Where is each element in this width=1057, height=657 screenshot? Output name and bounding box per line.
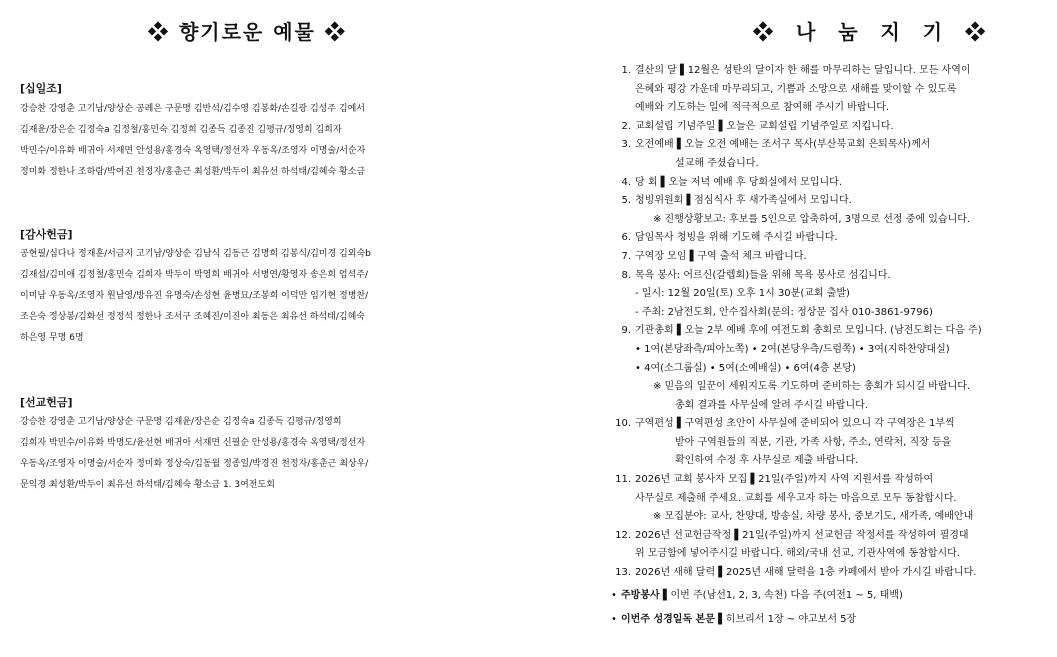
news-row bbox=[605, 490, 982, 509]
news-row bbox=[605, 81, 982, 100]
news-item-text: 오전예배 ▌오늘 오전 예배는 조서구 목사(부산북교회 은퇴목사)께서 bbox=[635, 139, 931, 151]
news-item-text: ※ 모집분야: 교사, 찬양대, 방송실, 차량 봉사, 중보기도, 새가족, 예배안내 bbox=[653, 511, 974, 523]
news-row bbox=[605, 452, 982, 471]
news-row bbox=[605, 211, 982, 230]
news-row bbox=[605, 192, 982, 211]
news-item-text: 결산의 달 ▌12월은 성탄의 달이자 한 해를 마무리하는 달입니다. 모든 사역이 bbox=[635, 65, 971, 76]
news-item-number: 12. bbox=[615, 529, 631, 541]
news-row bbox=[605, 304, 982, 323]
name-line: 정미화 정한나 조하람/박여진 천정자/홍춘근 최성환/박두이 최유선 하석태/김혜숙 황소금 bbox=[20, 167, 366, 177]
news-row bbox=[605, 62, 982, 81]
news-row bbox=[605, 527, 982, 546]
bullet-label: 이번주 성경일독 본문 bbox=[621, 614, 715, 626]
news-row bbox=[605, 99, 982, 118]
news-row bbox=[605, 415, 982, 434]
name-line: 이미남 우동옥/조영자 원남영/방유진 유명숙/손성현 윤병묘/조봉희 이덕만 임기현 정병찬/ bbox=[20, 291, 369, 301]
news-item-number: 2. bbox=[621, 120, 631, 132]
news-item-number: 7. bbox=[621, 250, 631, 262]
news-item-text: • 4여(소그룹실) • 5여(소예배실) • 6여(4층 본당) bbox=[635, 362, 856, 374]
name-line: 김재윤/장은순 김정숙a 김정철/홍민숙 김정희 김종득 김종진 김평규/정영희 김희자 bbox=[20, 125, 342, 135]
news-item-text: ※ 진행상황보고: 후보를 5인으로 압축하여, 3명으로 선정 중에 있습니다. bbox=[653, 213, 971, 225]
news-row bbox=[605, 360, 982, 379]
name-line: 공현필/심다나 정재훈/서금지 고기남/양상순 김남식 김동근 김명희 김봉식/김미경 김외숙b bbox=[20, 249, 371, 259]
news-item-number: 5. bbox=[621, 195, 631, 207]
name-line: 조은숙 정상봉/김화선 정정석 정한나 조서구 조혜진/이진아 최동은 최유선 하석태/김혜숙 bbox=[20, 312, 365, 322]
news-row bbox=[605, 564, 982, 583]
news-item-number: 3. bbox=[621, 139, 631, 151]
thanks-offering-label: [감사헌금] bbox=[20, 228, 73, 241]
news-item-text: - 일시: 12월 20일(토) 오후 1시 30분(교회 출발) bbox=[635, 288, 850, 300]
news-item-text: 목욕 봉사: 어르신(갈렙회)들을 위해 목욕 봉사로 섬깁니다. bbox=[635, 269, 891, 281]
news-item-text: 사무실로 제출해 주세요. 교회를 세우고자 하는 마음으로 모두 동참합시다. bbox=[635, 492, 957, 504]
news-item-number: 11. bbox=[615, 474, 631, 486]
news-item-text: - 주최: 2남전도회, 안수집사회(문의: 정상문 집사 010-3861-9796) bbox=[635, 306, 933, 318]
bullet-row bbox=[605, 611, 982, 630]
news-item-number: 4. bbox=[621, 176, 631, 188]
news-row bbox=[605, 267, 982, 286]
news-item-text: 구역장 모임 ▌구역 출석 체크 바랍니다. bbox=[635, 250, 807, 262]
news-row bbox=[605, 118, 982, 137]
news-row bbox=[605, 322, 982, 341]
mission-offering-names bbox=[20, 412, 440, 496]
news-row bbox=[605, 155, 982, 174]
news-item-number: 13. bbox=[615, 567, 631, 579]
news-row bbox=[605, 248, 982, 267]
news-item-text: 구역편성 ▌구역편성 초안이 사무실에 준비되어 있으니 각 구역장은 1부씩 bbox=[635, 418, 955, 430]
news-item-text: 은혜와 평강 가운데 마무리되고, 기쁨과 소망으로 새해를 맞이할 수 있도록 bbox=[635, 83, 957, 95]
name-line: 강승찬 강영춘 고기남/양상순 공례은 구문명 김반석/김수영 김봉화/손길광 김성주 김예서 bbox=[20, 104, 365, 114]
offering-title: ❖ 향기로운 예물 ❖ bbox=[148, 20, 347, 44]
bullet-icon: • bbox=[611, 614, 617, 626]
name-line: 김희자 박민수/이유화 박명도/윤선현 배귀아 서재면 신필순 안성용/홍경숙 옥영택/정선자 bbox=[20, 438, 366, 448]
name-line: 우동옥/조영자 이명술/서순자 정미화 정상숙/김동월 정종일/박경진 천정자/홍춘근 최상우/ bbox=[20, 459, 369, 469]
news-item-text: • 1여(본당좌측/피아노쪽) • 2여(본당우측/드럼쪽) • 3여(지하찬양대실) bbox=[635, 343, 950, 355]
news-item-number: 6. bbox=[621, 232, 631, 244]
news-row bbox=[605, 174, 982, 193]
news-row bbox=[605, 378, 982, 397]
news-item-text: 2026년 새해 달력 ▌2025년 새해 달력을 1층 카페에서 받아 가시길 바랍니다. bbox=[635, 567, 977, 579]
news-item-text: 기관총회 ▌오늘 2부 예배 후에 여전도회 총회로 모입니다. (남전도회는 다음 주) bbox=[635, 325, 982, 337]
news-title: ❖ 나 눔 지 기 ❖ bbox=[753, 20, 994, 44]
news-item-text: 확인하여 수정 후 사무실로 제출 바랍니다. bbox=[675, 455, 859, 467]
news-item-text: ※ 믿음의 일꾼이 세워지도록 기도하며 준비하는 총회가 되시길 바랍니다. bbox=[653, 381, 971, 393]
news-item-text: 교회설립 기념주일 ▌오늘은 교회설립 기념주일로 지킵니다. bbox=[635, 120, 894, 132]
news-item-number: 9. bbox=[621, 325, 631, 337]
news-item-text: 총회 결과를 사무실에 알려 주시길 바랍니다. bbox=[675, 399, 868, 411]
news-row bbox=[605, 397, 982, 416]
news-row bbox=[605, 229, 982, 248]
news-item-number: 1. bbox=[621, 65, 631, 76]
name-line: 하은영 무명 6명 bbox=[20, 333, 84, 343]
thanks-offering-names bbox=[20, 244, 440, 349]
bullet-text: ▌히브리서 1장 ~ 야고보서 5장 bbox=[718, 614, 857, 626]
news-item-text: 청빙위원회 ▌점심식사 후 새가족실에서 모입니다. bbox=[635, 195, 852, 207]
tithe-label: [십일조] bbox=[20, 82, 62, 95]
news-item-text: 설교해 주셨습니다. bbox=[675, 157, 759, 169]
news-row bbox=[605, 341, 982, 360]
news-item-text: 예배와 기도하는 일에 적극적으로 참여해 주시기 바랍니다. bbox=[635, 102, 890, 114]
news-item-number: 10. bbox=[615, 418, 631, 430]
mission-offering-label: [선교헌금] bbox=[20, 396, 73, 409]
news-item-text: 2026년 교회 봉사자 모집 ▌21일(주일)까지 사역 지원서를 작성하여 bbox=[635, 474, 934, 486]
news-item-text: 담임목사 청빙을 위해 기도해 주시길 바랍니다. bbox=[635, 232, 838, 244]
news-row bbox=[605, 545, 982, 564]
news-item-text: 2026년 선교헌금작정 ▌21일(주일)까지 선교헌금 작정서를 작성하여 필경대 bbox=[635, 529, 969, 541]
name-line: 박민수/이유화 배귀아 서재면 안성용/홍경숙 옥영택/정선자 우동옥/조영자 이명술/서순자 bbox=[20, 146, 366, 156]
news-row bbox=[605, 434, 982, 453]
name-line: 강승찬 강영춘 고기남/양상순 구문명 김재윤/장은순 김정숙a 김종득 김평규/정영희 bbox=[20, 417, 342, 427]
name-line: 문익경 최성환/박두이 최유선 하석태/김혜숙 황소금 1. 3여전도회 bbox=[20, 480, 275, 490]
bullet-row bbox=[605, 587, 982, 606]
news-row bbox=[605, 285, 982, 304]
news-item-text: 당 회 ▌오늘 저녁 예배 후 당회실에서 모입니다. bbox=[635, 176, 842, 188]
tithe-names bbox=[20, 99, 440, 183]
news-row bbox=[605, 136, 982, 155]
bullet-text: ▌이번 주(남선1, 2, 3, 속천) 다음 주(여전1 ~ 5, 태백) bbox=[662, 589, 903, 601]
news-item-text: 받아 구역원들의 직분, 기관, 가족 사항, 주소, 연락처, 직장 등을 bbox=[675, 436, 952, 448]
news-item-number: 8. bbox=[621, 269, 631, 281]
news-item-text: 위 모금함에 넣어주시길 바랍니다. 해외/국내 선교, 기관사역에 동참합시다. bbox=[635, 548, 960, 560]
news-list bbox=[605, 62, 982, 630]
bullet-label: 주방봉사 bbox=[621, 589, 660, 601]
name-line: 김재섭/김미애 김정철/홍민숙 김희자 박두이 박영희 배귀아 서병연/황영자 송은희 엄석주/ bbox=[20, 270, 369, 280]
news-row bbox=[605, 471, 982, 490]
news-row bbox=[605, 508, 982, 527]
bullet-icon: • bbox=[611, 589, 617, 601]
